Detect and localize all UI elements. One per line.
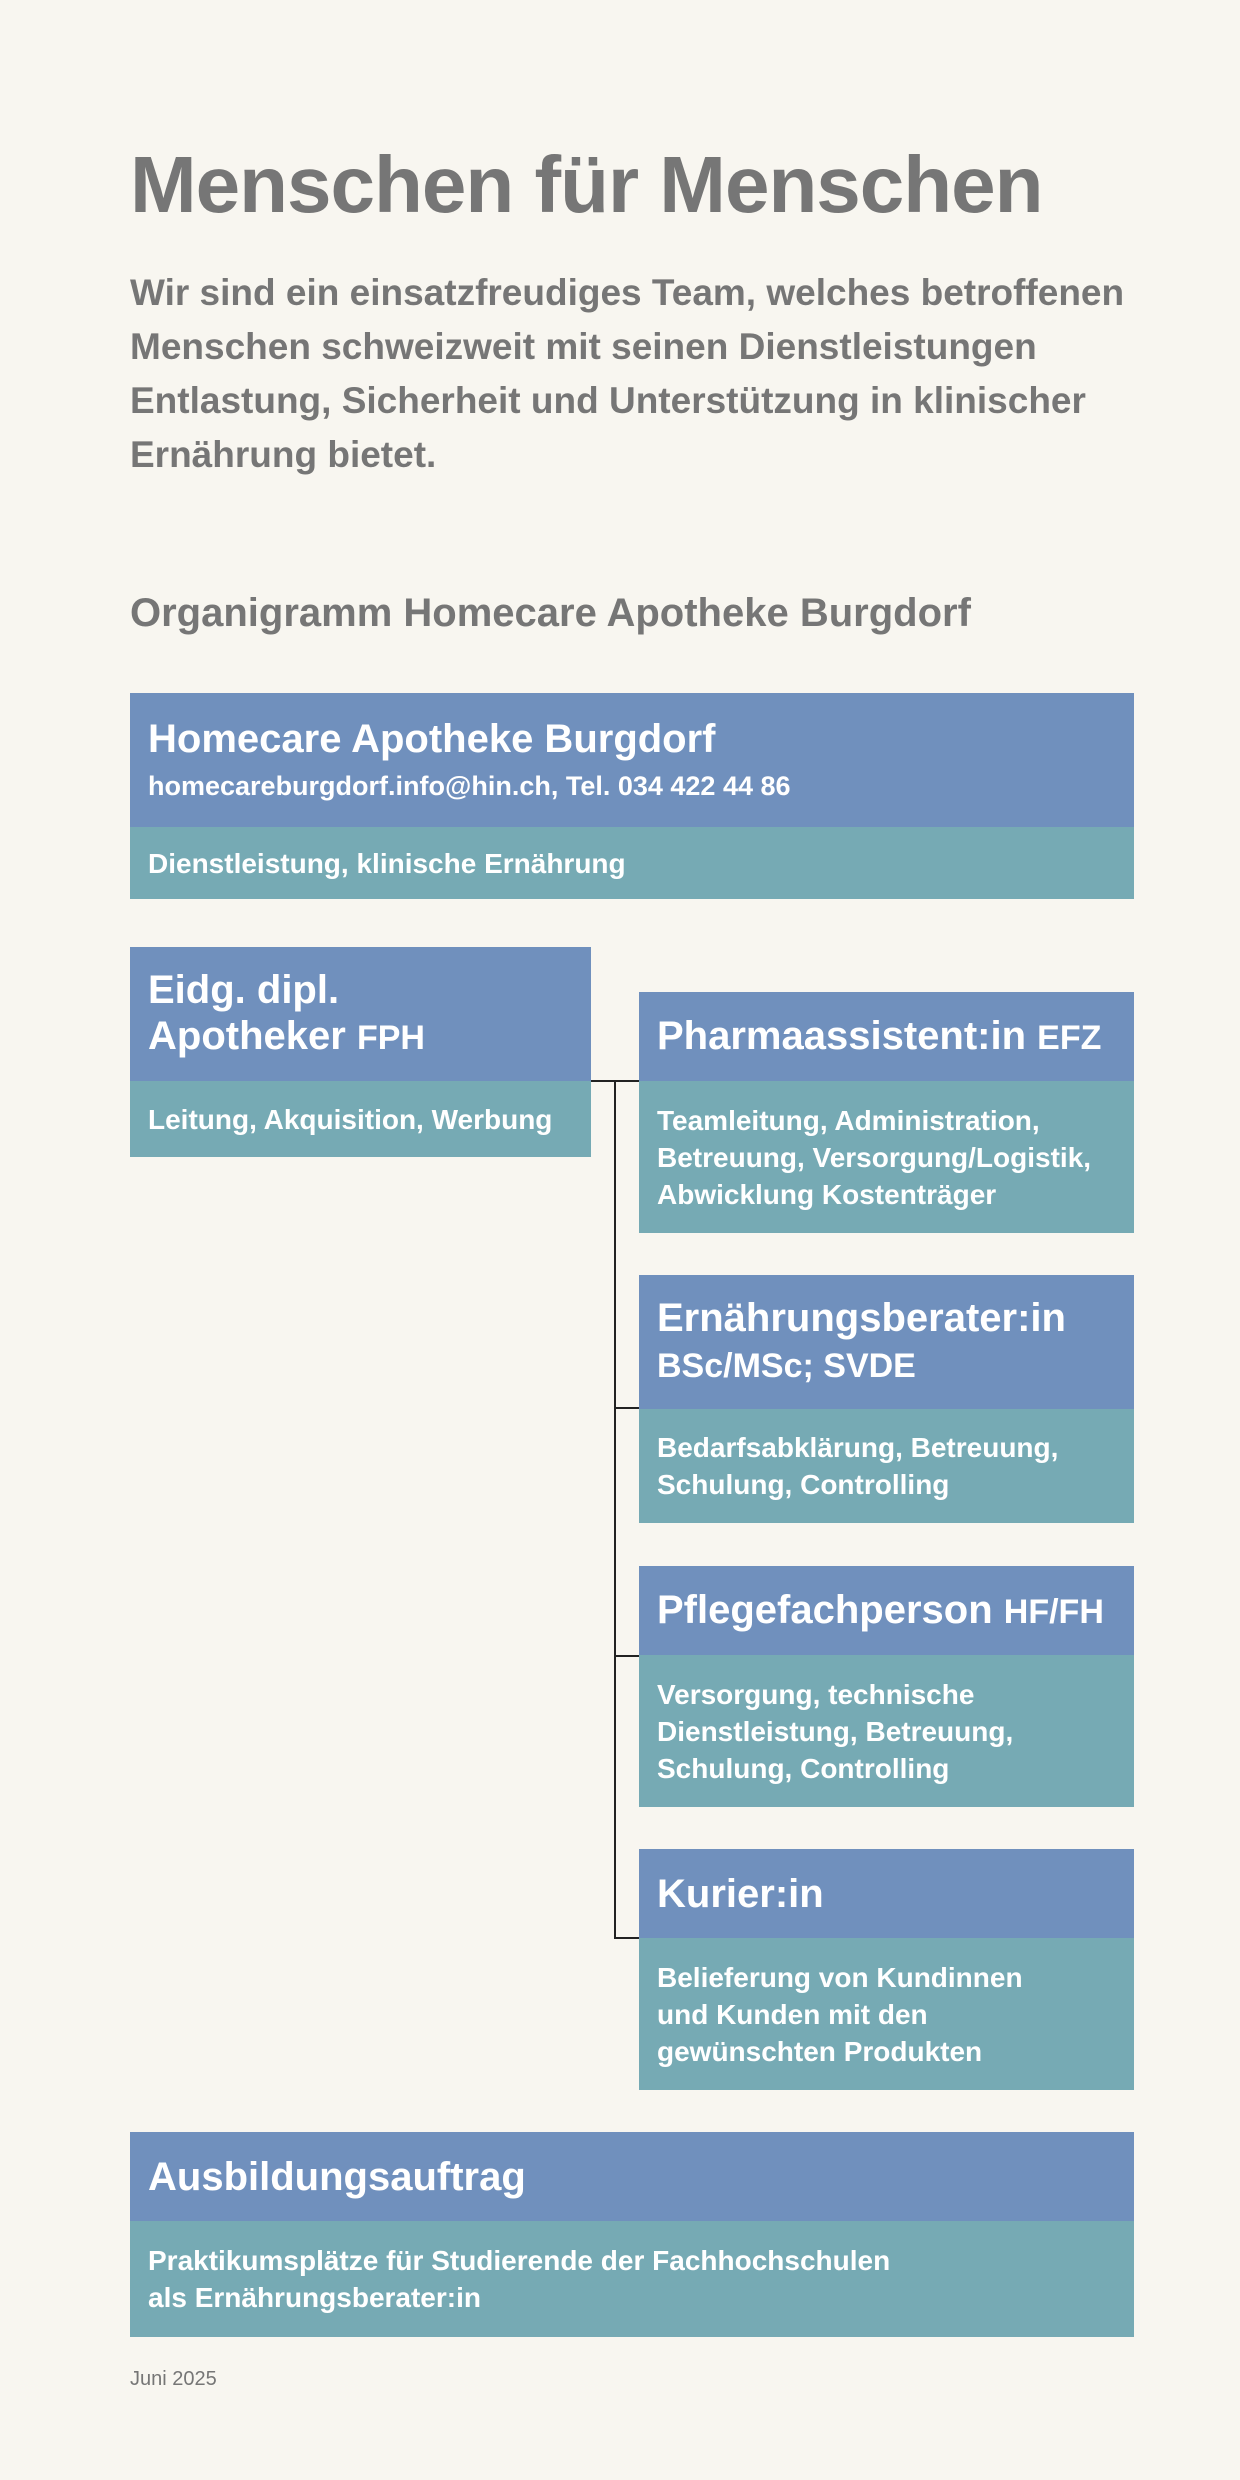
- role-header: [639, 1566, 1134, 1655]
- training-description: Praktikumsplätze für Studierende der Fachhochschulen als Ernährungsberater:in: [130, 2221, 1134, 2337]
- role-title: [657, 1013, 1116, 1061]
- role-title-suffix: EFZ: [1037, 1018, 1102, 1057]
- connector-role-2: [614, 1407, 639, 1409]
- lead-title-line2: [148, 1013, 573, 1061]
- role-title-main: Kurier:in: [657, 1871, 824, 1916]
- role-title-main: Ernährungsberater:in: [657, 1296, 1066, 1340]
- footer-date: Juni 2025: [130, 2368, 217, 2390]
- org-box-header: [130, 693, 1134, 827]
- org-box-ernaehrungsberater: [639, 1275, 1134, 1523]
- lead-description: Leitung, Akquisition, Werbung: [130, 1081, 591, 1157]
- org-box-pharmaassistent: [639, 992, 1134, 1233]
- page-title: Menschen für Menschen: [130, 140, 1043, 229]
- training-title: Ausbildungsauftrag: [148, 2154, 526, 2199]
- org-box-ausbildung: [130, 2132, 1134, 2337]
- org-name: Homecare Apotheke Burgdorf: [148, 717, 716, 761]
- connector-role-1: [614, 1080, 639, 1082]
- org-description: Dienstleistung, klinische Ernährung: [130, 827, 1134, 899]
- role-header: [639, 992, 1134, 1081]
- org-box-kurier: [639, 1849, 1134, 2090]
- training-header: [130, 2132, 1134, 2221]
- role-description: Bedarfsabklärung, Betreuung, Schulung, Controlling: [639, 1409, 1134, 1523]
- intro-text: Wir sind ein einsatzfreudiges Team, welches betroffenen Menschen schweizweit mit seinen Dienstleistungen Entlastung, Sicherheit und Unterstützung in klinischer Ernährung bietet.: [130, 272, 1125, 475]
- connector-role-4: [614, 1937, 639, 1939]
- org-contact: homecareburgdorf.info@hin.ch, Tel. 034 422 44 86: [148, 771, 791, 801]
- role-title-suffix: HF/FH: [1003, 1592, 1104, 1631]
- role-title: [657, 1587, 1116, 1635]
- connector-vertical: [614, 1080, 616, 1938]
- role-description: Teamleitung, Administration, Betreuung, Versorgung/Logistik, Abwicklung Kostenträger: [639, 1081, 1134, 1233]
- org-box-pflegefachperson: [639, 1566, 1134, 1807]
- role-title-main: Pflegefachperson: [657, 1587, 993, 1632]
- lead-title-line1: Eidg. dipl.: [148, 968, 340, 1012]
- org-box-lead: [130, 947, 591, 1157]
- org-box-homecare: [130, 693, 1134, 899]
- connector-role-3: [614, 1655, 639, 1657]
- role-title-suffix: BSc/MSc; SVDE: [657, 1347, 916, 1385]
- lead-header: [130, 947, 591, 1081]
- role-header: [639, 1849, 1134, 1938]
- role-title-main: Pharmaassistent:in: [657, 1013, 1027, 1058]
- chart-subtitle: Organigramm Homecare Apotheke Burgdorf: [130, 591, 971, 635]
- role-description: Belieferung von Kundinnen und Kunden mit den gewünschten Produkten: [639, 1938, 1134, 2090]
- lead-title-main: Apotheker: [148, 1014, 346, 1058]
- lead-title-suffix: FPH: [356, 1019, 425, 1057]
- role-header: [639, 1275, 1134, 1409]
- role-description: Versorgung, technische Dienstleistung, Betreuung, Schulung, Controlling: [639, 1655, 1134, 1807]
